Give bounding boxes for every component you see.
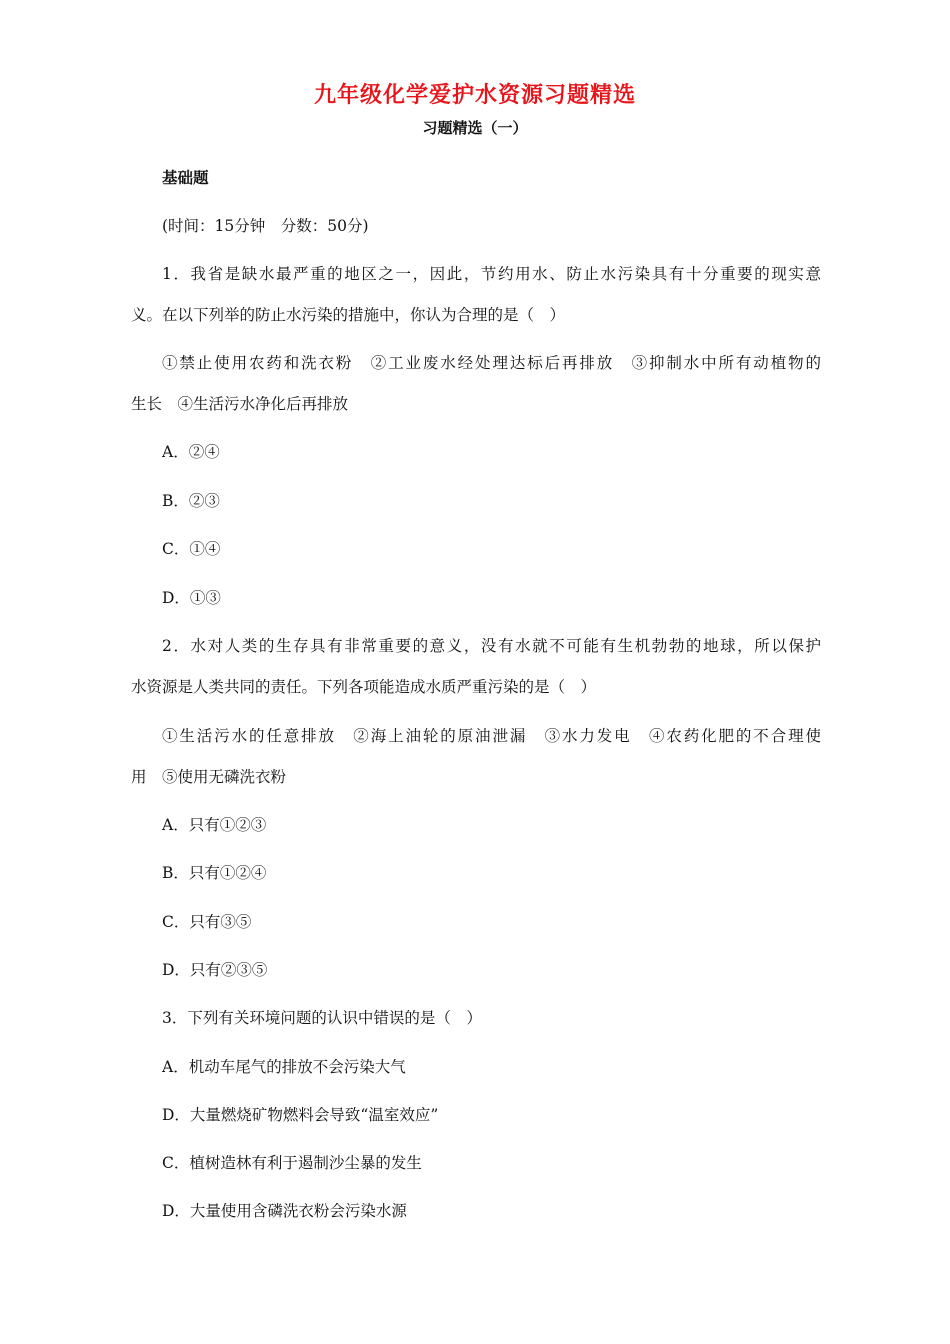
q1-stem-line-2: 义。在以下列举的防止水污染的措施中，你认为合理的是（ ） [131,306,566,324]
q1-choice-b: B．②③ [162,492,220,510]
exam-meta: (时间：15分钟 分数：50分) [162,217,369,235]
q1-choice-a: A．②④ [162,443,220,461]
document-title: 九年级化学爱护水资源习题精选 [313,83,636,108]
q2-stem-line-1: 2．水对人类的生存具有非常重要的意义，没有水就不可能有生机勃勃的地球，所以保护 [162,637,821,655]
q1-options-line-2: 生长 ④生活污水净化后再排放 [131,395,349,413]
q3-choice-2: D．大量燃烧矿物燃料会导致“温室效应” [162,1106,439,1124]
q2-choice-d: D．只有②③⑤ [162,961,268,979]
section-heading: 基础题 [162,169,209,187]
q1-choice-c: C．①④ [162,540,221,558]
q3-choice-3: C．植树造林有利于遏制沙尘暴的发生 [162,1154,422,1172]
q2-choice-a: A．只有①②③ [162,816,267,834]
q2-stem-line-2: 水资源是人类共同的责任。下列各项能造成水质严重污染的是（ ） [131,678,597,696]
q2-choice-b: B．只有①②④ [162,864,267,882]
q3-choice-1: A．机动车尾气的排放不会污染大气 [162,1058,406,1076]
q1-stem-line-1: 1．我省是缺水最严重的地区之一，因此，节约用水、防止水污染具有十分重要的现实意 [162,265,821,283]
document-subtitle: 习题精选（一） [422,119,528,137]
q1-choice-d: D．①③ [162,589,221,607]
q3-choice-4: D．大量使用含磷洗衣粉会污染水源 [162,1202,407,1220]
q2-options-line-1: ①生活污水的任意排放 ②海上油轮的原油泄漏 ③水力发电 ④农药化肥的不合理使 [162,727,821,745]
q1-options-line-1: ①禁止使用农药和洗衣粉 ②工业废水经处理达标后再排放 ③抑制水中所有动植物的 [162,354,821,372]
q3-stem: 3．下列有关环境问题的认识中错误的是（ ） [162,1009,482,1027]
q2-options-line-2: 用 ⑤使用无磷洗衣粉 [131,768,287,786]
q2-choice-c: C．只有③⑤ [162,913,252,931]
